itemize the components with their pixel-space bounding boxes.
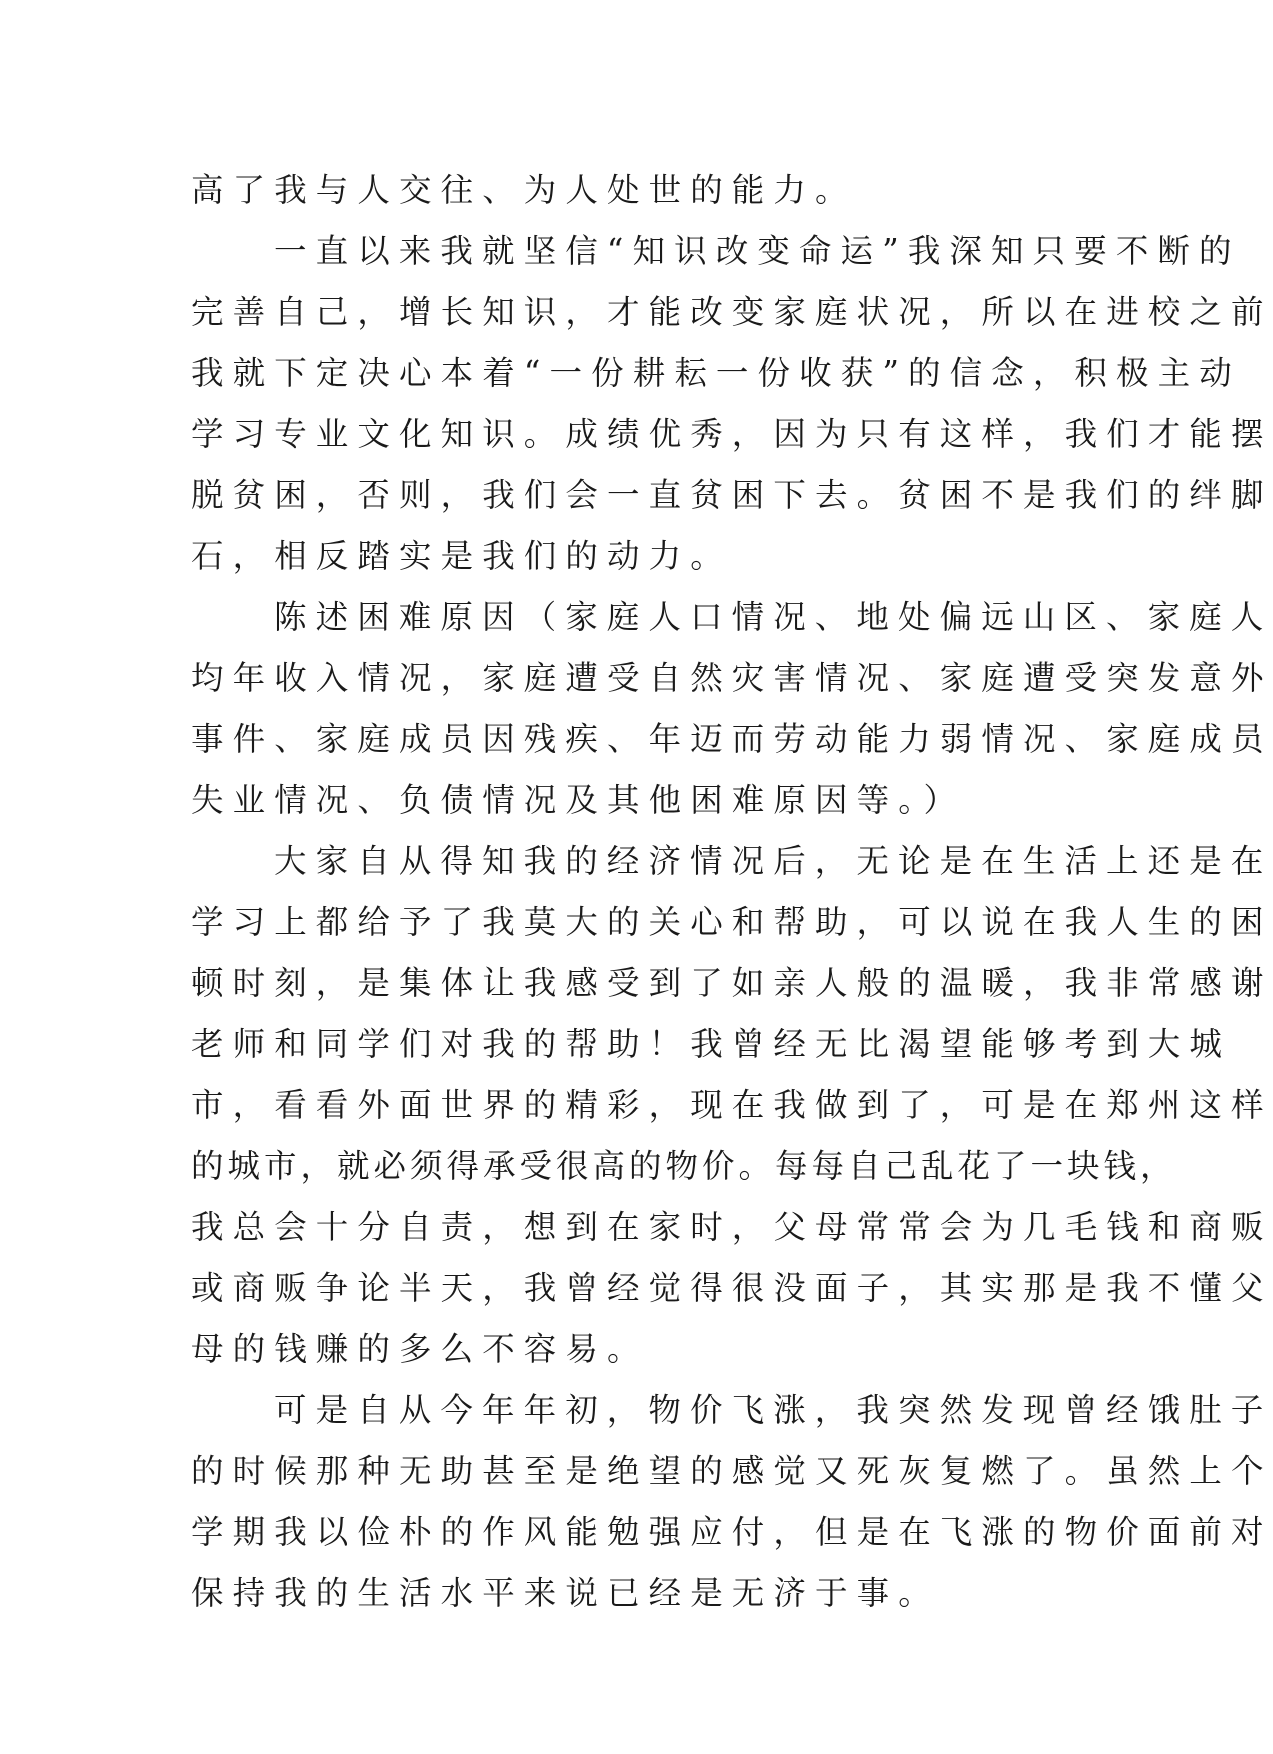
paragraph-line: 的城市，就必须得承受很高的物价。每每自己乱花了一块钱， <box>191 1147 1177 1185</box>
paragraph-line: 或商贩争论半天，我曾经觉得很没面子，其实那是我不懂父 <box>191 1269 1273 1307</box>
paragraph-line: 一直以来我就坚信“知识改变命运”我深知只要不断的 <box>274 232 1241 270</box>
body-text <box>191 160 1273 1624</box>
paragraph-line: 完善自己，增长知识，才能改变家庭状况，所以在进校之前 <box>191 293 1273 331</box>
paragraph-line: 高了我与人交往、为人处世的能力。 <box>191 171 857 209</box>
paragraph-line: 陈述困难原因（家庭人口情况、地处偏远山区、家庭人 <box>274 598 1273 636</box>
paragraph-3 <box>191 587 1273 831</box>
paragraph-5 <box>191 1380 1273 1624</box>
paragraph-line: 我就下定决心本着“一份耕耘一份收获”的信念，积极主动 <box>191 354 1241 392</box>
paragraph-line: 保持我的生活水平来说已经是无济于事。 <box>191 1574 940 1612</box>
paragraph-2 <box>191 221 1273 587</box>
paragraph-line: 均年收入情况，家庭遭受自然灾害情况、家庭遭受突发意外 <box>191 659 1273 697</box>
paragraph-line: 学习上都给予了我莫大的关心和帮助，可以说在我人生的困 <box>191 903 1273 941</box>
paragraph-line: 市，看看外面世界的精彩，现在我做到了，可是在郑州这样 <box>191 1086 1273 1124</box>
paragraph-line: 我总会十分自责，想到在家时，父母常常会为几毛钱和商贩 <box>191 1208 1273 1246</box>
paragraph-line: 母的钱赚的多么不容易。 <box>191 1330 649 1368</box>
paragraph-line: 大家自从得知我的经济情况后，无论是在生活上还是在 <box>274 842 1273 880</box>
paragraph-line: 老师和同学们对我的帮助！我曾经无比渴望能够考到大城 <box>191 1025 1232 1063</box>
paragraph-1 <box>191 160 1060 221</box>
paragraph-line: 学期我以俭朴的作风能勉强应付，但是在飞涨的物价面前对 <box>191 1513 1273 1551</box>
paragraph-line: 的时候那种无助甚至是绝望的感觉又死灰复燃了。虽然上个 <box>191 1452 1273 1490</box>
paragraph-line: 石，相反踏实是我们的动力。 <box>191 537 732 575</box>
paragraph-4 <box>191 831 1273 1380</box>
paragraph-line: 顿时刻，是集体让我感受到了如亲人般的温暖，我非常感谢 <box>191 964 1273 1002</box>
paragraph-line: 事件、家庭成员因残疾、年迈而劳动能力弱情况、家庭成员 <box>191 720 1273 758</box>
paragraph-line: 可是自从今年年初，物价飞涨，我突然发现曾经饿肚子 <box>274 1391 1273 1429</box>
paragraph-line: 脱贫困，否则，我们会一直贫困下去。贫困不是我们的绊脚 <box>191 476 1273 514</box>
paragraph-line: 学习专业文化知识。成绩优秀，因为只有这样，我们才能摆 <box>191 415 1273 453</box>
paragraph-line: 失业情况、负债情况及其他困难原因等。） <box>191 781 966 819</box>
